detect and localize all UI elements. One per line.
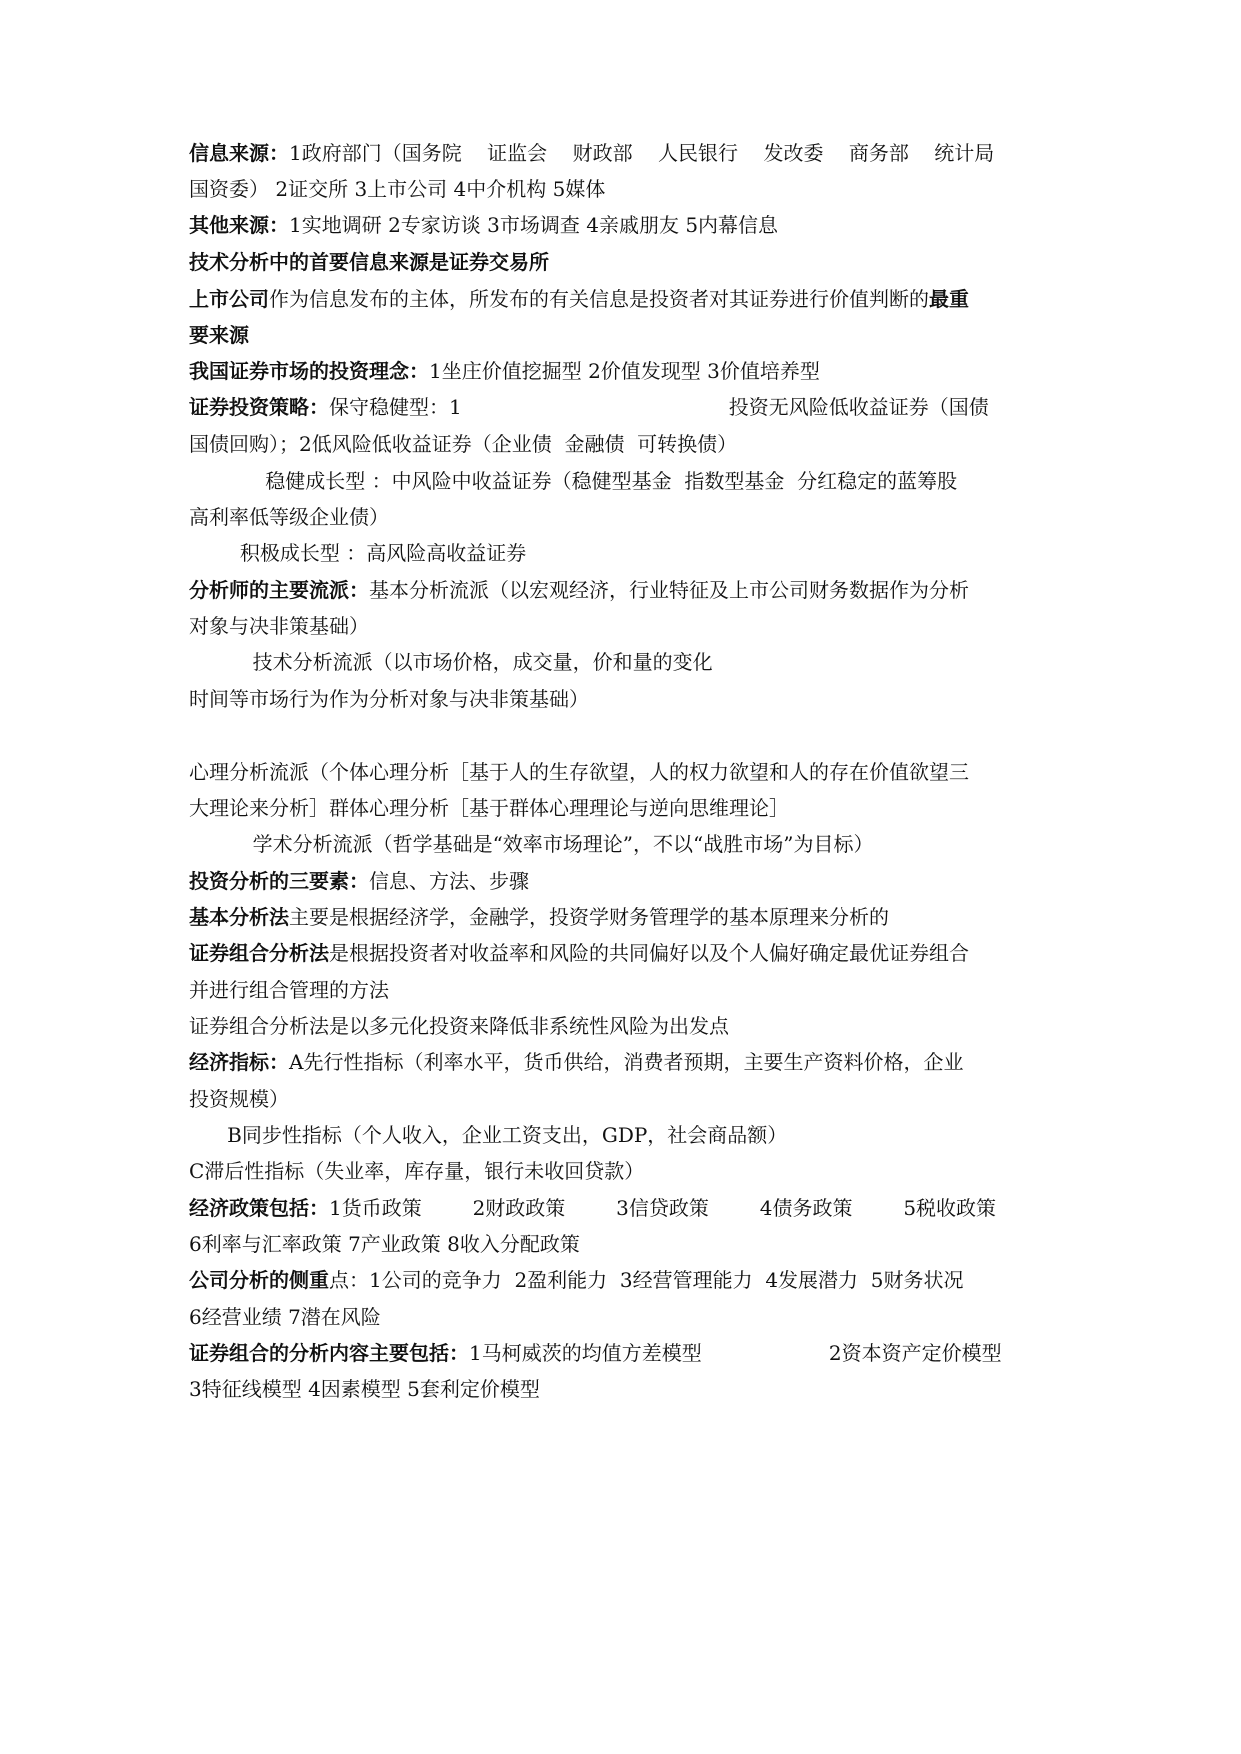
term: 技术分析中的首要信息来源是证券交易所 — [189, 250, 549, 274]
line-text: 基本分析流派（以宏观经济，行业特征及上市公司财务数据作为分析 — [369, 578, 969, 602]
line-text: 学术分析流派（哲学基础是“效率市场理论”，不以“战胜市场”为目标） — [189, 832, 874, 856]
line-text: 保守稳健型：1 投资无风险低收益证券（国债 — [329, 395, 989, 419]
term: 我国证券市场的投资理念： — [189, 359, 429, 383]
text-line — [189, 903, 1069, 931]
term: 投资分析的三要素： — [189, 869, 369, 893]
line-text: 1坐庄价值挖掘型 2价值发现型 3价值培养型 — [429, 359, 820, 383]
text-line — [189, 321, 1069, 349]
text-line — [189, 1048, 1069, 1076]
text-line — [189, 430, 1069, 458]
line-text: A先行性指标（利率水平，货币供给，消费者预期，主要生产资料价格，企业 — [289, 1050, 964, 1074]
line-text: 6经营业绩 7潜在风险 — [189, 1305, 381, 1329]
text-line — [189, 211, 1069, 239]
line-text: 作为信息发布的主体，所发布的有关信息是投资者对其证券进行价值判断的 — [269, 287, 929, 311]
text-line — [189, 794, 1069, 822]
text-line — [189, 393, 1069, 421]
text-line — [189, 648, 1069, 676]
term: 公司分析的侧重 — [189, 1268, 329, 1292]
line-text: 大理论来分析］群体心理分析［基于群体心理理论与逆向思维理论］ — [189, 796, 789, 820]
text-line — [189, 976, 1069, 1004]
line-text: 投资规模） — [189, 1087, 289, 1111]
text-line — [189, 576, 1069, 604]
line-text: 国债回购）；2低风险低收益证券（企业债 金融债 可转换债） — [189, 432, 738, 456]
line-text: 积极成长型 ：高风险高收益证券 — [189, 541, 527, 565]
line-text: 1实地调研 2专家访谈 3市场调查 4亲戚朋友 5内幕信息 — [289, 213, 779, 237]
line-text: 并进行组合管理的方法 — [189, 978, 389, 1002]
line-text: 对象与决非策基础） — [189, 614, 369, 638]
line-text: 1货币政策 2财政政策 3信贷政策 4债务政策 5税收政策 — [329, 1196, 997, 1220]
line-text: 稳健成长型 ：中风险中收益证券（稳健型基金 指数型基金 分红稳定的蓝筹股 — [189, 469, 958, 493]
line-text: 1马柯威茨的均值方差模型 2资本资产定价模型 — [469, 1341, 1002, 1365]
line-text: 1政府部门（国务院 证监会 财政部 人民银行 发改委 商务部 统计局 — [289, 141, 995, 165]
text-line — [189, 248, 1069, 276]
text-line — [189, 1157, 1069, 1185]
term: 证券组合分析法 — [189, 941, 329, 965]
text-line — [189, 1230, 1069, 1258]
text-line — [189, 1266, 1069, 1294]
text-line — [189, 357, 1069, 385]
text-line — [189, 139, 1069, 167]
term: 要来源 — [189, 323, 249, 347]
term: 其他来源： — [189, 213, 289, 237]
text-line — [189, 758, 1069, 786]
text-line — [189, 612, 1069, 640]
line-text: C滞后性指标（失业率，库存量，银行未收回贷款） — [189, 1159, 645, 1183]
term: 分析师的主要流派： — [189, 578, 369, 602]
term: 信息来源： — [189, 141, 289, 165]
text-line — [189, 1194, 1069, 1222]
line-text: 时间等市场行为作为分析对象与决非策基础） — [189, 687, 589, 711]
text-line — [189, 867, 1069, 895]
term: 证券投资策略： — [189, 395, 329, 419]
line-text: 国资委） 2证交所 3上市公司 4中介机构 5媒体 — [189, 177, 606, 201]
line-text: 是根据投资者对收益率和风险的共同偏好以及个人偏好确定最优证券组合 — [329, 941, 969, 965]
text-line — [189, 1339, 1069, 1367]
text-line — [189, 503, 1069, 531]
text-line — [189, 1303, 1069, 1331]
term: 上市公司 — [189, 287, 269, 311]
term: 经济指标： — [189, 1050, 289, 1074]
text-line — [189, 939, 1069, 967]
term: 基本分析法 — [189, 905, 289, 929]
line-text: 主要是根据经济学，金融学，投资学财务管理学的基本原理来分析的 — [289, 905, 889, 929]
line-text: 点：1公司的竞争力 2盈利能力 3经营管理能力 4发展潜力 5财务状况 — [329, 1268, 964, 1292]
line-text: B同步性指标（个人收入，企业工资支出，GDP，社会商品额） — [189, 1123, 788, 1147]
line-text: 技术分析流派（以市场价格，成交量，价和量的变化 — [189, 650, 713, 674]
line-text: 信息、方法、步骤 — [369, 869, 529, 893]
term: 最重 — [929, 287, 969, 311]
text-line — [189, 685, 1069, 713]
line-text: 证券组合分析法是以多元化投资来降低非系统性风险为出发点 — [189, 1014, 729, 1038]
term: 经济政策包括： — [189, 1196, 329, 1220]
text-line — [189, 830, 1069, 858]
text-line — [189, 539, 1069, 567]
line-text: 3特征线模型 4因素模型 5套利定价模型 — [189, 1377, 540, 1401]
line-text: 心理分析流派（个体心理分析［基于人的生存欲望，人的权力欲望和人的存在价值欲望三 — [189, 760, 969, 784]
line-text: 高利率低等级企业债） — [189, 505, 389, 529]
text-line — [189, 1012, 1069, 1040]
text-line — [189, 1375, 1069, 1403]
text-line — [189, 285, 1069, 313]
text-line — [189, 175, 1069, 203]
line-text: 6利率与汇率政策 7产业政策 8收入分配政策 — [189, 1232, 580, 1256]
text-line — [189, 467, 1069, 495]
term: 证券组合的分析内容主要包括： — [189, 1341, 469, 1365]
text-line — [189, 1085, 1069, 1113]
text-line — [189, 1121, 1069, 1149]
